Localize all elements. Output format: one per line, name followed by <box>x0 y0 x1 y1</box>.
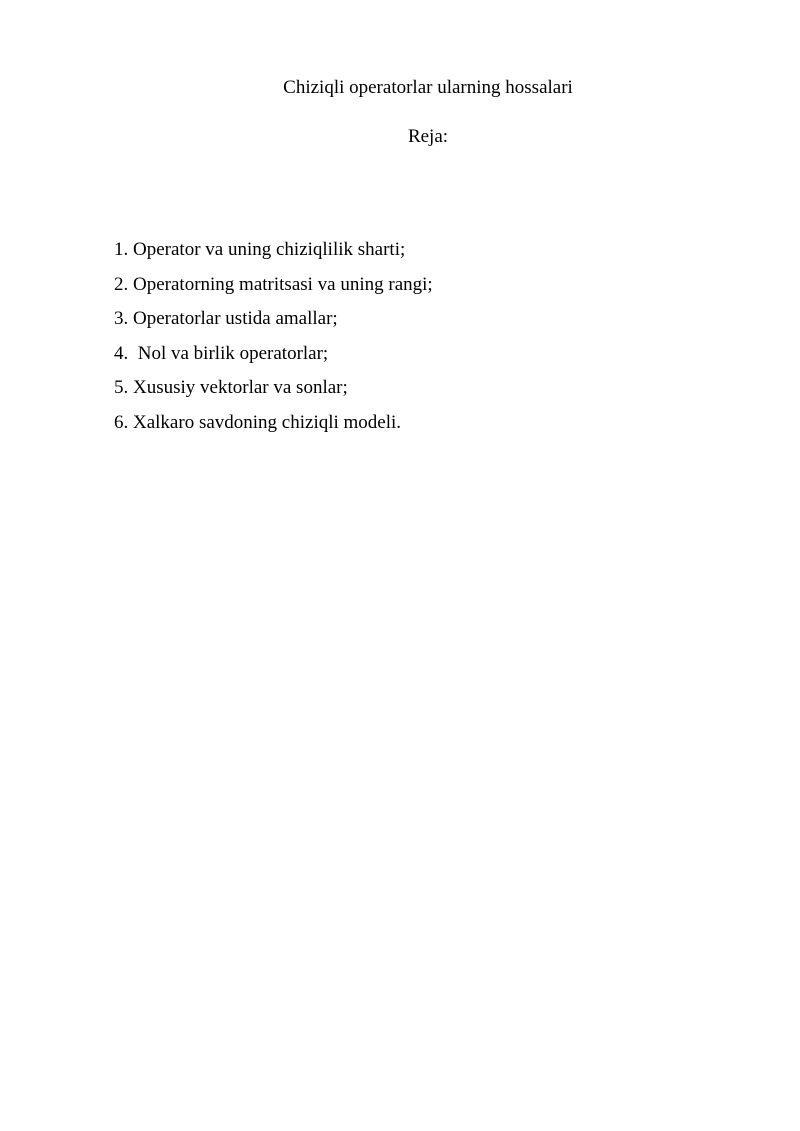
plan-item-1: 1. Operator va uning chiziqlilik sharti; <box>114 239 406 260</box>
plan-list <box>114 238 433 446</box>
plan-item-6: 6. Xalkaro savdoning chiziqli modeli. <box>114 411 402 433</box>
plan-item-4: 4. Nol va birlik operatorlar; <box>114 342 329 364</box>
plan-heading: Reja: <box>407 126 449 147</box>
page-title: Chiziqli operatorlar ularning hossalari <box>283 77 573 98</box>
plan-item-2: 2. Operatorning matritsasi va uning rangi; <box>114 273 433 295</box>
plan-item-5: 5. Xususiy vektorlar va sonlar; <box>114 377 348 399</box>
plan-item-3: 3. Operatorlar ustida amallar; <box>114 308 338 330</box>
